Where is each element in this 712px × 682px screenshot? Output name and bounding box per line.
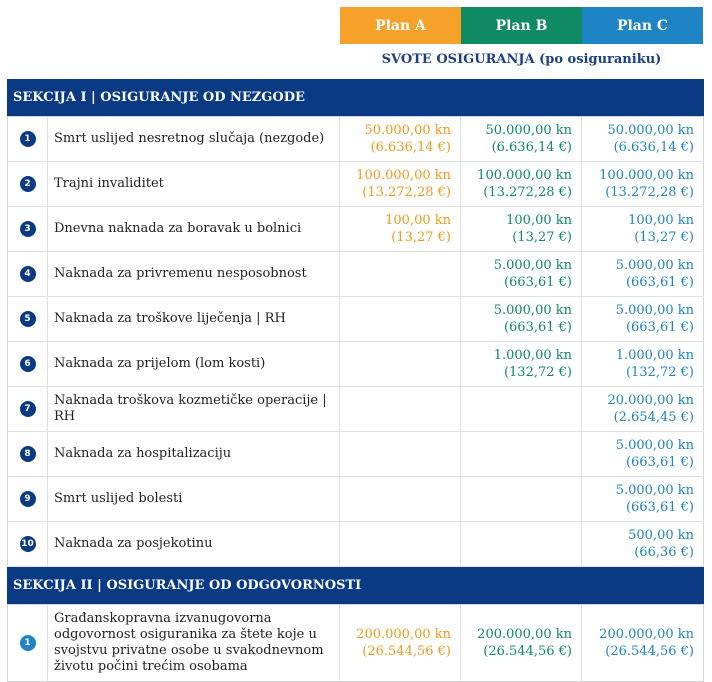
plan-b-amount-eur: (13,27 €) [512,230,572,245]
table-row [7,477,704,522]
coverage-description: Naknada za privremenu nesposobnost [48,252,340,296]
plan-c-amount-eur: (2.654,45 €) [613,410,694,425]
plan-a-amount-kn: 200.000,00 kn [356,627,451,642]
row-number-cell [7,477,48,521]
row-number-badge: 2 [20,176,36,192]
table-row [7,605,704,681]
plan-c-value-cell [582,207,704,251]
row-number-badge: 4 [20,266,36,282]
plan-a-amount-kn: 50.000,00 kn [364,123,451,138]
table-row [7,162,704,207]
plan-b-amount-kn: 200.000,00 kn [477,627,572,642]
coverage-description: Naknada za troškove liječenja | RH [48,297,340,341]
row-number-badge: 5 [20,311,36,327]
plan-header-row [340,7,703,44]
plan-a-amount-kn: 100,00 kn [385,213,451,228]
coverage-description: Smrt uslijed bolesti [48,477,340,521]
plan-c-value-cell [582,387,704,431]
table-row [7,297,704,342]
coverage-description: Smrt uslijed nesretnog slučaja (nezgode) [48,117,340,161]
row-number-cell [7,342,48,386]
plan-b-amount-eur: (663,61 €) [503,275,572,290]
table-row [7,432,704,477]
row-number-cell [7,297,48,341]
plan-b-amount-eur: (26.544,56 €) [483,644,572,659]
plan-c-value-cell [582,342,704,386]
plan-c-amount-eur: (13.272,28 €) [605,185,694,200]
plan-a-amount-eur: (26.544,56 €) [362,644,451,659]
plan-b-amount-kn: 1.000,00 kn [493,348,572,363]
row-number-cell [7,522,48,566]
plan-c-amount-kn: 5.000,00 kn [615,303,694,318]
plan-b-value-cell [461,477,582,521]
plan-a-value-cell [340,432,461,476]
coverage-description: Naknada za posjekotinu [48,522,340,566]
plan-b-value-cell [461,432,582,476]
row-number-cell [7,432,48,476]
plan-b-value-cell [461,117,582,161]
plan-b-amount-eur: (6.636,14 €) [491,140,572,155]
plan-a-value-cell [340,387,461,431]
row-number-cell [7,117,48,161]
plan-b-header: Plan B [461,7,582,44]
plan-a-amount-eur: (6.636,14 €) [370,140,451,155]
plan-b-value-cell [461,297,582,341]
plan-a-value-cell [340,297,461,341]
section-header: SEKCIJA II | OSIGURANJE OD ODGOVORNOSTI [7,567,704,605]
plan-b-value-cell [461,342,582,386]
coverage-description: Naknada za hospitalizaciju [48,432,340,476]
plan-b-value-cell [461,252,582,296]
plan-c-value-cell [582,162,704,206]
plan-a-value-cell [340,477,461,521]
table-row [7,522,704,567]
table-row [7,252,704,297]
plan-b-amount-eur: (132,72 €) [503,365,572,380]
plan-c-amount-eur: (663,61 €) [625,275,694,290]
plan-a-amount-eur: (13,27 €) [391,230,451,245]
plan-c-amount-eur: (663,61 €) [625,455,694,470]
coverage-description: Građanskopravna izvanugovorna odgovornost osiguranika za štete koje u svojstvu privatne osobe u svakodnevnom životu počini trećim osobama [48,605,340,681]
table-row [7,387,704,432]
row-number-badge: 3 [20,221,36,237]
row-number-badge: 1 [20,635,36,651]
plan-a-header: Plan A [340,7,461,44]
plan-b-value-cell [461,605,582,681]
plan-c-header: Plan C [582,7,703,44]
plan-a-value-cell [340,117,461,161]
plan-c-amount-kn: 100.000,00 kn [599,168,694,183]
row-number-badge: 8 [20,446,36,462]
plan-c-amount-eur: (132,72 €) [625,365,694,380]
plan-b-value-cell [461,522,582,566]
plan-b-amount-kn: 5.000,00 kn [493,258,572,273]
plan-c-amount-kn: 5.000,00 kn [615,258,694,273]
plan-b-value-cell [461,207,582,251]
row-number-cell [7,387,48,431]
plan-c-amount-kn: 20.000,00 kn [607,393,694,408]
plan-c-amount-kn: 50.000,00 kn [607,123,694,138]
coverage-description: Trajni invaliditet [48,162,340,206]
section-header: SEKCIJA I | OSIGURANJE OD NEZGODE [7,79,704,117]
table-row [7,207,704,252]
plan-c-value-cell [582,297,704,341]
coverage-table [7,79,704,682]
plan-c-value-cell [582,252,704,296]
row-number-badge: 9 [20,491,36,507]
coverage-description: Naknada za prijelom (lom kosti) [48,342,340,386]
plan-b-amount-kn: 5.000,00 kn [493,303,572,318]
plan-a-amount-kn: 100.000,00 kn [356,168,451,183]
table-row [7,117,704,162]
row-number-cell [7,252,48,296]
coverage-description: Naknada troškova kozmetičke operacije | RH [48,387,340,431]
plan-a-value-cell [340,162,461,206]
row-number-badge: 1 [20,131,36,147]
plan-a-value-cell [340,605,461,681]
plan-a-amount-eur: (13.272,28 €) [362,185,451,200]
plan-c-amount-eur: (13,27 €) [634,230,694,245]
table-row [7,342,704,387]
svote-label: SVOTE OSIGURANJA (po osiguraniku) [381,52,662,67]
coverage-description: Dnevna naknada za boravak u bolnici [48,207,340,251]
plan-a-value-cell [340,252,461,296]
plan-c-amount-eur: (26.544,56 €) [605,644,694,659]
plan-c-amount-kn: 200.000,00 kn [599,627,694,642]
row-number-cell [7,207,48,251]
row-number-badge: 6 [20,356,36,372]
plan-b-amount-eur: (13.272,28 €) [483,185,572,200]
plan-c-amount-kn: 1.000,00 kn [615,348,694,363]
plan-c-amount-eur: (6.636,14 €) [613,140,694,155]
plan-b-amount-eur: (663,61 €) [503,320,572,335]
plan-c-amount-kn: 100,00 kn [628,213,694,228]
plan-c-amount-kn: 5.000,00 kn [615,483,694,498]
plan-c-value-cell [582,522,704,566]
plan-c-amount-kn: 5.000,00 kn [615,438,694,453]
plan-a-value-cell [340,522,461,566]
plan-b-amount-kn: 100.000,00 kn [477,168,572,183]
plan-b-amount-kn: 50.000,00 kn [485,123,572,138]
plan-c-value-cell [582,477,704,521]
plan-b-amount-kn: 100,00 kn [506,213,572,228]
row-number-badge: 7 [20,401,36,417]
plan-c-amount-kn: 500,00 kn [628,528,694,543]
row-number-cell [7,162,48,206]
plan-b-value-cell [461,162,582,206]
plan-b-value-cell [461,387,582,431]
plan-c-value-cell [582,117,704,161]
plan-c-amount-eur: (663,61 €) [625,320,694,335]
plan-c-amount-eur: (663,61 €) [625,500,694,515]
plan-a-value-cell [340,342,461,386]
row-number-cell [7,605,48,681]
row-number-badge: 10 [20,536,36,552]
plan-c-value-cell [582,432,704,476]
plan-c-value-cell [582,605,704,681]
plan-c-amount-eur: (66,36 €) [634,545,694,560]
plan-a-value-cell [340,207,461,251]
